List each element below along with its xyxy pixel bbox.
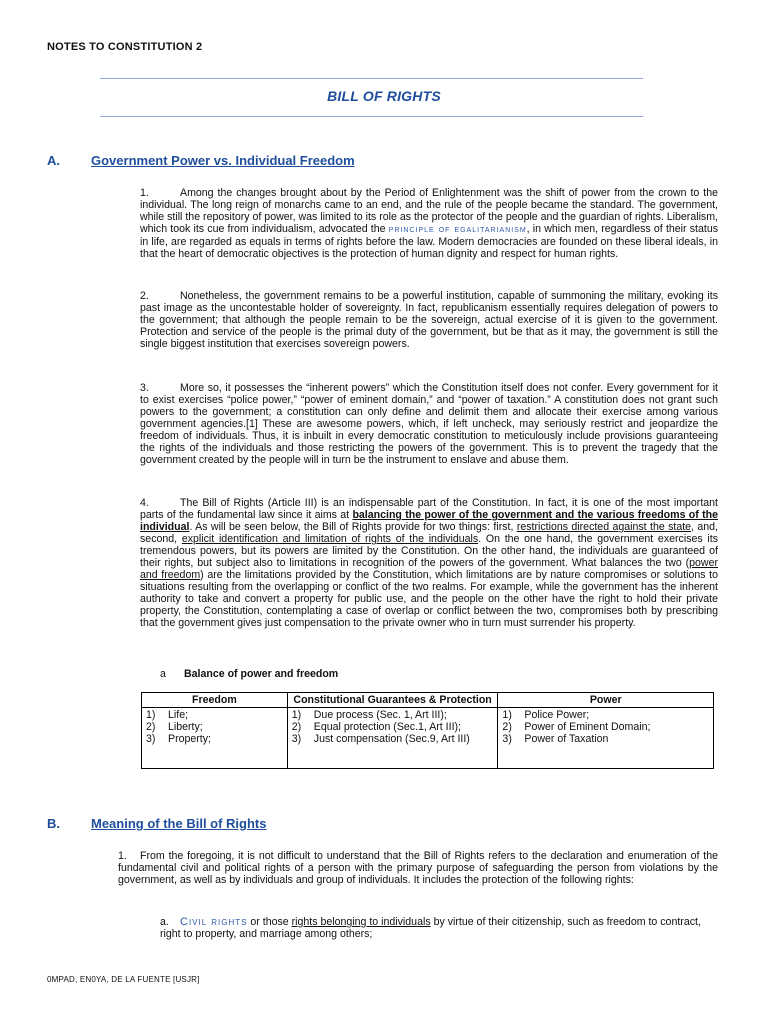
list-item: [502, 709, 709, 721]
paragraph-number: 4.: [140, 497, 149, 509]
section-a-paragraph-4: [140, 497, 718, 630]
paragraph-text: or those: [247, 916, 292, 928]
list-text: Power of Taxation: [524, 733, 609, 746]
list-item: [292, 721, 494, 733]
paragraph-number: 1.: [140, 187, 149, 199]
list-text: Power of Eminent Domain;: [524, 721, 651, 734]
power-list: [502, 709, 709, 746]
table-header-row: [142, 693, 714, 708]
document-header: NOTES TO CONSTITUTION 2: [47, 41, 203, 53]
list-number: 1): [146, 709, 156, 721]
freedom-cell: [142, 708, 288, 769]
underlined-phrase: restrictions directed against the state: [516, 521, 692, 534]
subsection-letter: a: [160, 668, 166, 680]
table-header-power: Power: [498, 693, 714, 708]
list-text: Just compensation (Sec.9, Art III): [313, 733, 470, 746]
list-number: 2): [291, 721, 302, 734]
paragraph-number: 1.: [118, 850, 127, 862]
principle-highlight: principle of egalitarianism: [388, 224, 527, 236]
table-header-guarantees: Constitutional Guarantees & Protection: [287, 693, 498, 708]
paragraph-text: Among the changes brought about by the Period of Enlightenment was the shift of power from the crown to the individual. The long reign of monarchs came to an end, and the rule of the people became the standard. The government, while still the repository of power, was limited to its role as the protector of the people and the guardian of rights. Liberalism, which took its cue from individualism, advocated the: [140, 187, 718, 236]
underlined-phrase: rights belonging to individuals: [291, 916, 431, 928]
list-text: Property;: [168, 733, 211, 746]
section-b-paragraph-1: [118, 850, 718, 886]
list-item: [146, 721, 283, 733]
section-a-paragraph-3: [140, 382, 718, 466]
underlined-phrase: power and freedom: [140, 557, 718, 582]
list-number: 3): [291, 733, 302, 746]
list-number: 2): [146, 721, 156, 734]
paragraph-text: . On the one hand, the government exercises its tremendous powers, but its powers are limited by the Constitution. On the other hand, the individuals are guaranteed of their rights, but subject also to limitations in recognition of the powers of the government. What balances the two (: [140, 533, 718, 570]
paragraph-text: , in which men, regardless of their status in life, are regarded as equals in terms of rights before the law. Modern democracies are founded on these liberal ideals, in that the heart of democratic objectives is the protection of human dignity and respect for human rights.: [140, 223, 719, 261]
section-a-letter: A.: [47, 153, 60, 168]
section-b-title: Meaning of the Bill of Rights: [91, 816, 267, 831]
paragraph-text: . As will be seen below, the Bill of Rights provide for two things: first,: [189, 521, 517, 534]
list-number: 3): [146, 733, 156, 746]
list-number: 3): [502, 733, 512, 746]
bold-underlined-phrase: balancing the power of the government and the various freedoms of the individual: [140, 509, 718, 534]
list-item: [146, 709, 283, 721]
item-letter: a.: [160, 916, 169, 928]
list-item: [292, 733, 494, 745]
guarantees-list: [292, 709, 494, 746]
paragraph-text: The Bill of Rights (Article III) is an indispensable part of the Constitution. In fact, it is one of the most important parts of the fundamental law since it aims at: [140, 497, 718, 522]
guarantees-cell: [287, 708, 498, 769]
list-text: Due process (Sec. 1, Art III);: [313, 709, 447, 721]
list-text: Liberty;: [168, 721, 203, 734]
list-item: [502, 721, 709, 733]
balance-table: [141, 692, 714, 769]
section-b-letter: B.: [47, 816, 60, 831]
document-footer: 0MPAD, EN0YA, DE LA FUENTE [USJR]: [47, 975, 200, 984]
paragraph-text: From the foregoing, it is not difficult to understand that the Bill of Rights refers to the declaration and enumeration of the fundamental civil and political rights of a person with the primary purpose of safeguarding the person from violations by the government, as well as by individuals and group of individuals. It includes the protection of the following rights:: [118, 850, 718, 887]
list-item: [502, 733, 709, 745]
list-item: [292, 709, 494, 721]
power-cell: [498, 708, 714, 769]
freedom-list: [146, 709, 283, 746]
title-rule-top: [100, 78, 643, 79]
subsection-a-heading: [160, 668, 338, 680]
underlined-phrase: explicit identification and limitation of rights of the individuals: [181, 533, 479, 546]
list-text: Equal protection (Sec.1, Art III);: [313, 721, 461, 734]
paragraph-number: 2.: [140, 290, 149, 302]
title-rule-bottom: [100, 116, 643, 117]
civil-rights-highlight: Civil rights: [180, 916, 248, 928]
paragraph-text: More so, it possesses the “inherent powers” which the Constitution itself does not confer. Every government for it to exist exercises “police power,” “power of eminent domain,” and “power of taxation.” A constitution does not grant such powers to the government; a constitution can only define and delimit them and allocate their exercise among various government agencies.[1] These are awesome powers, which, if left uncheck, may seriously restrict and jeopardize the freedom of individuals. Thus, it is inbuilt in every democratic constitution to meticulously include provisions guaranteeing the rights of the individuals and those restricting the powers of the government. This is to prevent the tragedy that the government created by the people will in turn be the instrument to enslave and abuse them.: [140, 382, 718, 467]
paragraph-text: Nonetheless, the government remains to be a powerful institution, capable of summoning the military, evoking its past image as the uncontestable holder of sovereignty. In fact, republicanism essentially requires delegation of powers to the government; that although the people remain to be the sovereign, actual exercise of it is given to the government. Protection and service of the people is the primal duty of the government, but be that as it may, the government is still the single biggest institution that exercises sovereign powers.: [140, 290, 718, 351]
section-a-paragraph-2: [140, 290, 718, 350]
table-row: [142, 708, 714, 769]
list-text: Life;: [168, 709, 189, 721]
section-b-item-a: [160, 916, 718, 940]
paragraph-text: ) are the limitations provided by the Constitution, which limitations are by nature compromises or solutions to situations resulting from the overlapping or conflict of the two realms. For example, while the government has the inherent authority to take and convert a property for public use, and the people on the other have the right to hold their private property, the Constitution, contemplating a case of overlap or conflict between the two, compromises both by prescribing that the government gives just compensation to the private owner who in turn must surrender his property.: [140, 569, 718, 630]
list-number: 1): [291, 709, 302, 721]
subsection-title: Balance of power and freedom: [184, 668, 339, 680]
paragraph-text: by virtue of their citizenship, such as freedom to contract, right to property, and marriage among others;: [160, 916, 701, 941]
paragraph-number: 3.: [140, 382, 149, 394]
table-header-freedom: Freedom: [142, 693, 288, 708]
list-text: Police Power;: [524, 709, 590, 721]
paragraph-text: , and, second,: [140, 521, 718, 546]
section-a-paragraph-1: [140, 187, 718, 260]
page-title: BILL OF RIGHTS: [327, 88, 441, 104]
list-number: 1): [502, 709, 512, 721]
section-a-title: Government Power vs. Individual Freedom: [91, 153, 355, 168]
list-item: [146, 733, 283, 745]
list-number: 2): [502, 721, 512, 734]
